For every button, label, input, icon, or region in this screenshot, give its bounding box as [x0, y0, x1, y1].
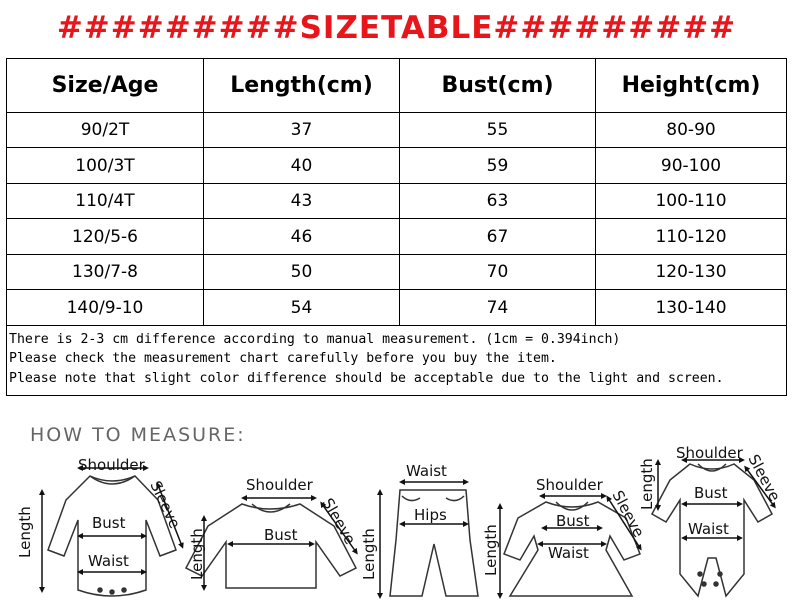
label-sleeve: Sleeve: [146, 478, 184, 532]
label-length: Length: [188, 528, 206, 580]
cell-size: 120/5-6: [7, 219, 204, 255]
label-sleeve: Sleeve: [608, 487, 648, 541]
label-bust: Bust: [694, 484, 728, 502]
label-length: Length: [360, 528, 378, 580]
notes-cell: [7, 325, 787, 395]
cell-height: 100-110: [596, 183, 787, 219]
cell-size: 100/3T: [7, 148, 204, 184]
note-line: Please note that slight color difference should be acceptable due to the light and screen.: [9, 370, 724, 386]
cell-size: 130/7-8: [7, 254, 204, 290]
cell-bust: 63: [400, 183, 596, 219]
header-bust: Bust(cm): [400, 59, 596, 113]
table-row: [7, 112, 787, 148]
label-shoulder: Shoulder: [78, 456, 145, 474]
size-table: [6, 58, 787, 396]
note-line: Please check the measurement chart carefully before you buy the item.: [9, 351, 557, 367]
cell-height: 130-140: [596, 290, 787, 326]
cell-length: 54: [204, 290, 400, 326]
table-header-row: [7, 59, 787, 113]
label-shoulder: Shoulder: [536, 476, 603, 494]
cell-bust: 59: [400, 148, 596, 184]
cell-bust: 55: [400, 112, 596, 148]
measurement-illustrations: [0, 440, 793, 601]
label-waist: Waist: [406, 462, 447, 480]
cell-length: 46: [204, 219, 400, 255]
label-length: Length: [16, 506, 34, 558]
pants-illustration: [380, 482, 478, 596]
cell-height: 120-130: [596, 254, 787, 290]
cell-height: 80-90: [596, 112, 787, 148]
label-shoulder: Shoulder: [246, 476, 313, 494]
header-height: Height(cm): [596, 59, 787, 113]
label-waist: Waist: [688, 520, 729, 538]
label-sleeve: Sleeve: [744, 451, 784, 505]
table-row: [7, 148, 787, 184]
cell-bust: 67: [400, 219, 596, 255]
table-row: [7, 183, 787, 219]
table-row: [7, 290, 787, 326]
table-row: [7, 254, 787, 290]
label-waist: Waist: [548, 544, 589, 562]
how-to-measure-heading: HOW TO MEASURE:: [30, 424, 246, 446]
label-shoulder: Shoulder: [676, 444, 743, 462]
header-size-age: Size/Age: [7, 59, 204, 113]
label-waist: Waist: [88, 552, 129, 570]
label-length: Length: [638, 458, 656, 510]
cell-size: 140/9-10: [7, 290, 204, 326]
cell-height: 90-100: [596, 148, 787, 184]
cell-length: 37: [204, 112, 400, 148]
label-bust: Bust: [92, 514, 126, 532]
table-row: [7, 219, 787, 255]
label-bust: Bust: [264, 526, 298, 544]
cell-length: 40: [204, 148, 400, 184]
page-title: #########SIZETABLE#########: [56, 10, 737, 46]
note-line: There is 2-3 cm difference according to manual measurement. (1cm = 0.394inch): [9, 331, 621, 347]
cell-height: 110-120: [596, 219, 787, 255]
notes-row: [7, 325, 787, 395]
cell-bust: 74: [400, 290, 596, 326]
label-hips: Hips: [414, 506, 447, 524]
cell-size: 110/4T: [7, 183, 204, 219]
header-length: Length(cm): [204, 59, 400, 113]
cell-length: 43: [204, 183, 400, 219]
cell-size: 90/2T: [7, 112, 204, 148]
label-length: Length: [482, 524, 500, 576]
label-sleeve: Sleeve: [318, 495, 360, 548]
cell-bust: 70: [400, 254, 596, 290]
cell-length: 50: [204, 254, 400, 290]
label-bust: Bust: [556, 512, 590, 530]
